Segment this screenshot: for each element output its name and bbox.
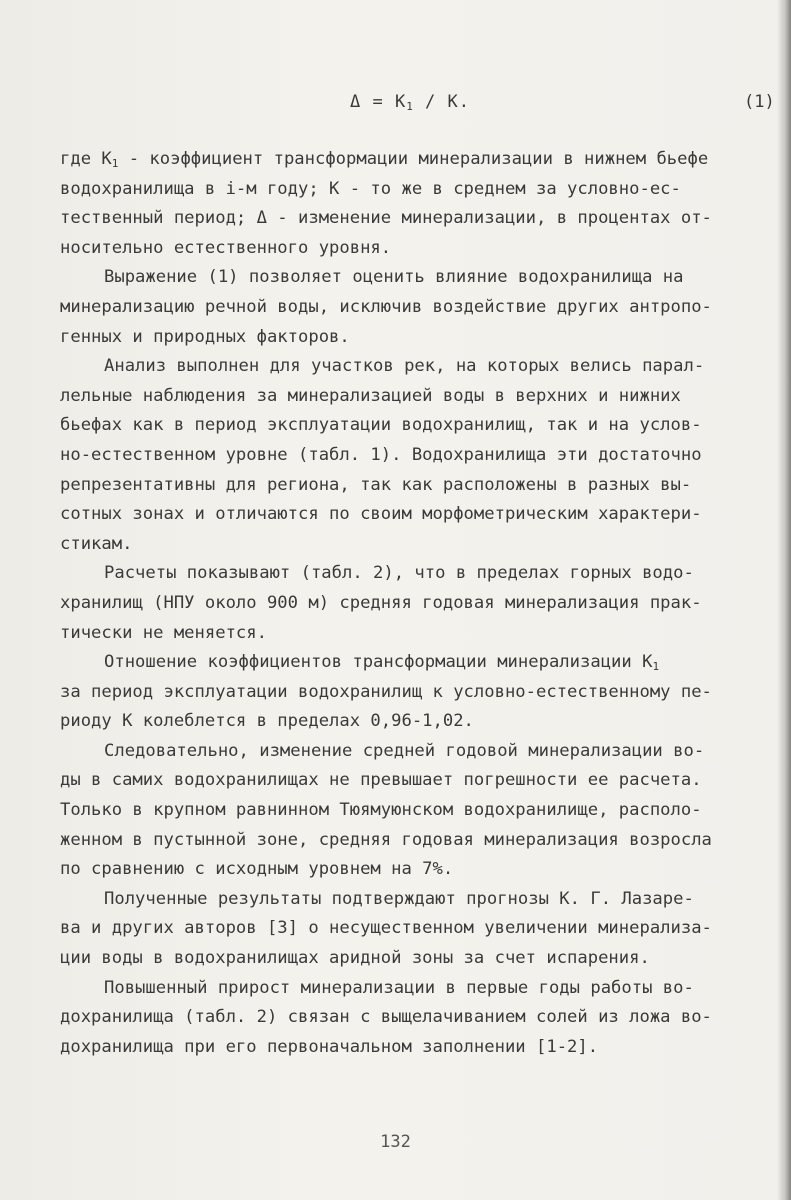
text-line <box>60 1033 775 1063</box>
formula-rhs: / K. <box>413 92 470 112</box>
text-segment: Полученные результаты подтверждают прогнозы К. Г. Лазаре- <box>104 888 694 909</box>
body-text <box>60 145 775 1062</box>
text-segment: дохранилища (табл. 2) связан с выщелачиванием солей из ложа во- <box>60 1007 712 1028</box>
text-segment: репрезентативны для региона, так как расположены в разных вы- <box>60 474 692 495</box>
text-line <box>60 441 775 471</box>
subscript: 1 <box>111 157 119 170</box>
text-segment: сотных зонах и отличаются по своим морфометрическим характери- <box>60 504 702 525</box>
text-line <box>60 145 775 175</box>
text-segment: тественный период; Δ - изменение минерализации, в процентах от- <box>60 208 712 229</box>
text-segment: женном в пустынной зоне, средняя годовая минерализация возросла <box>60 829 712 850</box>
text-line <box>60 589 775 619</box>
text-line <box>60 678 775 708</box>
text-line <box>60 826 775 856</box>
text-line <box>60 796 775 826</box>
text-line <box>60 293 775 323</box>
text-line <box>60 234 775 264</box>
text-segment: тически не меняется. <box>60 622 267 643</box>
page-number: 132 <box>380 1132 411 1152</box>
text-segment: - коэффициент трансформации минерализации в нижнем бьефе <box>118 149 709 169</box>
text-segment: носительно естественного уровня. <box>60 237 392 258</box>
text-segment: Выражение (1) позволяет оценить влияние водохранилища на <box>104 267 684 288</box>
text-line <box>60 648 775 678</box>
text-line <box>60 471 775 501</box>
formula-expression <box>350 92 470 113</box>
text-segment: Расчеты показывают (табл. 2), что в пределах горных водо- <box>104 563 694 584</box>
text-line <box>60 530 775 560</box>
text-line <box>60 914 775 944</box>
text-segment: лельные наблюдения за минерализацией воды в верхних и нижних <box>60 385 681 406</box>
page-binding-shadow <box>777 0 791 1200</box>
text-segment: но-естественном уровне (табл. 1). Водохранилища эти достаточно <box>60 444 702 465</box>
formula-subscript: 1 <box>406 100 414 113</box>
text-segment: стикам. <box>60 533 133 554</box>
text-segment: хранилищ (НПУ около 900 м) средняя годовая минерализация прак- <box>60 592 702 613</box>
formula-block <box>0 92 791 120</box>
text-line <box>60 204 775 234</box>
text-line <box>60 175 775 205</box>
text-line <box>60 500 775 530</box>
text-segment: минерализацию речной воды, исключив воздействие других антропо- <box>60 296 712 317</box>
text-line <box>60 885 775 915</box>
text-segment: водохранилища в i-м году; K - то же в среднем за условно-ес- <box>60 178 681 199</box>
subscript: 1 <box>652 660 660 674</box>
text-line <box>60 766 775 796</box>
text-line <box>60 382 775 412</box>
text-segment: за период эксплуатации водохранилищ к условно-естественному пе- <box>60 681 712 702</box>
text-segment: Только в крупном равнинном Тюямуюнском водохранилище, располо- <box>60 800 702 821</box>
text-segment: Отношение коэффициентов трансформации минерализации K <box>104 652 653 673</box>
text-line <box>60 263 775 293</box>
text-segment: Повышенный прирост минерализации в первые годы работы во- <box>104 977 694 998</box>
text-line <box>60 944 775 974</box>
text-segment: по сравнению с исходным уровнем на 7%. <box>60 859 454 880</box>
text-line <box>60 1003 775 1033</box>
text-segment: дохранилища при его первоначальном заполнении [1-2]. <box>60 1036 599 1057</box>
text-segment: ды в самих водохранилищах не превышает погрешности ее расчета. <box>60 770 702 791</box>
text-line <box>60 737 775 767</box>
text-line <box>60 352 775 382</box>
text-segment: генных и природных факторов. <box>60 326 350 347</box>
text-segment: ва и других авторов [3] о несущественном увеличении минерализа- <box>60 918 712 939</box>
text-line <box>60 619 775 649</box>
text-segment: риоду K колеблется в пределах 0,96-1,02. <box>60 711 474 732</box>
formula-lhs: Δ = K <box>350 92 407 112</box>
text-segment: Следовательно, изменение средней годовой минерализации во- <box>104 740 705 761</box>
text-line <box>60 974 775 1004</box>
text-line <box>60 559 775 589</box>
text-segment: бьефах как в период эксплуатации водохранилищ, так и на услов- <box>60 415 702 436</box>
text-segment: Анализ выполнен для участков рек, на которых велись парал- <box>104 356 705 377</box>
text-line <box>60 855 775 885</box>
text-line <box>60 707 775 737</box>
text-segment: ции воды в водохранилищах аридной зоны за счет испарения. <box>60 948 650 969</box>
formula-number: (1) <box>744 92 775 112</box>
text-line <box>60 411 775 441</box>
text-line <box>60 323 775 353</box>
text-segment: где K <box>60 149 112 169</box>
